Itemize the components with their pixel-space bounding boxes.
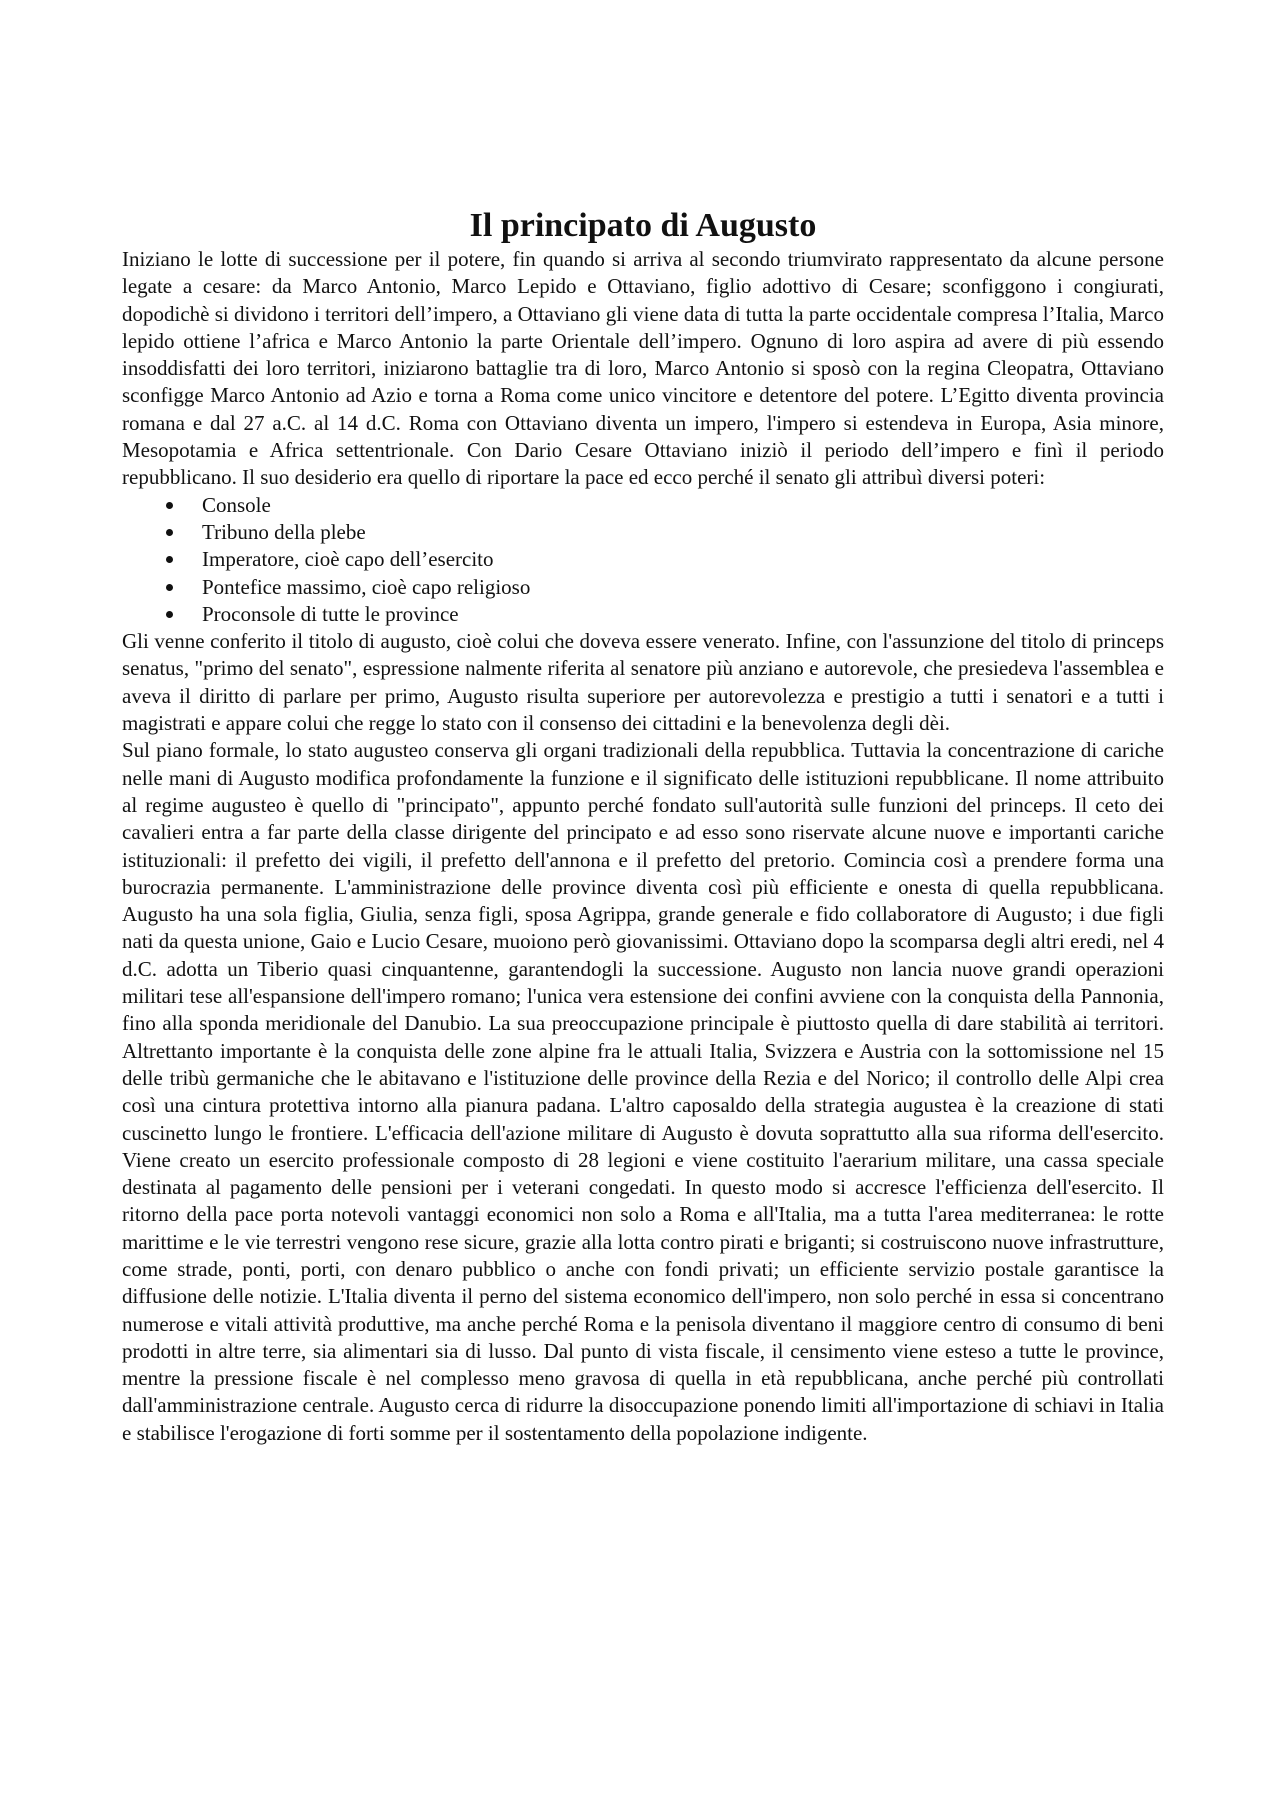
list-item-text: Tribuno della plebe xyxy=(202,519,366,544)
list-item-text: Proconsole di tutte le province xyxy=(202,601,459,626)
bullet-icon xyxy=(166,611,173,618)
bullet-icon xyxy=(166,502,173,509)
bullet-icon xyxy=(166,556,173,563)
list-item xyxy=(166,546,1164,573)
intro-paragraph: Iniziano le lotte di successione per il potere, fin quando si arriva al secondo triumvirato rappresentato da alcune persone legate a cesare: da Marco Antonio, Marco Lepido e Ottaviano, figlio adottivo di Cesare; sconfiggono i congiurati, dopodichè si dividono i territori dell’impero, a Ottaviano gli viene data di tutta la parte occidentale compresa l’Italia, Marco lepido ottiene l’africa e Marco Antonio la parte Orientale dell’impero. Ognuno di loro aspira ad avere di più essendo insoddisfatti dei loro territori, iniziarono battaglie tra di loro, Marco Antonio si sposò con la regina Cleopatra, Ottaviano sconfigge Marco Antonio ad Azio e torna a Roma come unico vincitore e detentore del potere. L’Egitto diventa provincia romana e dal 27 a.C. al 14 d.C. Roma con Ottaviano diventa un impero, l'impero si estendeva in Europa, Asia minore, Mesopotamia e Africa settentrionale. Con Dario Cesare Ottaviano iniziò il periodo dell’impero e finì il periodo repubblicano. Il suo desiderio era quello di riportare la pace ed ecco perché il senato gli attribuì diversi poteri: xyxy=(122,247,1164,490)
list-item-text: Imperatore, cioè capo dell’esercito xyxy=(202,547,494,572)
document-page xyxy=(122,206,1164,1447)
list-item xyxy=(166,492,1164,519)
page-title: Il principato di Augusto xyxy=(469,207,817,244)
list-item-text: Pontefice massimo, cioè capo religioso xyxy=(202,574,531,599)
bullet-icon xyxy=(166,529,173,536)
powers-list xyxy=(122,492,1164,628)
list-item xyxy=(166,601,1164,628)
list-item xyxy=(166,519,1164,546)
list-item-text: Console xyxy=(202,492,271,517)
principate-paragraph: Sul piano formale, lo stato augusteo conserva gli organi tradizionali della repubblica. Tuttavia la concentrazione di cariche nelle mani di Augusto modifica profondamente la funzione e il significato delle istituzioni repubblicane. Il nome attribuito al regime augusteo è quello di "principato", appunto perché fondato sull'autorità sulle funzioni del princeps. Il ceto dei cavalieri entra a far parte della classe dirigente del principato e ad esso sono riservate alcune nuove e importanti cariche istituzionali: il prefetto dei vigili, il prefetto dell'annona e il prefetto del pretorio. Comincia così a prendere forma una burocrazia permanente. L'amministrazione delle province diventa così più efficiente e onesta di quella repubblicana. Augusto ha una sola figlia, Giulia, senza figli, sposa Agrippa, grande generale e fido collaboratore di Augusto; i due figli nati da questa unione, Gaio e Lucio Cesare, muoiono però giovanissimi. Ottaviano dopo la scomparsa degli altri eredi, nel 4 d.C. adotta un Tiberio quasi cinquantenne, garantendogli la successione. Augusto non lancia nuove grandi operazioni militari tese all'espansione dell'impero romano; l'unica vera estensione dei confini avviene con la conquista della Pannonia, fino alla sponda meridionale del Danubio. La sua preoccupazione principale è piuttosto quella di dare stabilità ai territori. Altrettanto importante è la conquista delle zone alpine fra le attuali Italia, Svizzera e Austria con la sottomissione nel 15 delle tribù germaniche che le abitavano e l'istituzione delle province della Rezia e del Norico; il controllo delle Alpi crea così una cintura protettiva intorno alla pianura padana. L'altro caposaldo della strategia augustea è la creazione di stati cuscinetto lungo le frontiere. L'efficacia dell'azione militare di Augusto è dovuta soprattutto alla sua riforma dell'esercito. Viene creato un esercito professionale composto di 28 legioni e viene costituito l'aerarium militare, una cassa speciale destinata al pagamento delle pensioni per i veterani congedati. In questo modo si accresce l'efficienza dell'esercito. Il ritorno della pace porta notevoli vantaggi economici non solo a Roma e all'Italia, ma a tutta l'area mediterranea: le rotte marittime e le vie terrestri vengono rese sicure, grazie alla lotta contro pirati e briganti; si costruiscono nuove infrastrutture, come strade, ponti, porti, con denaro pubblico o anche con fondi privati; un efficiente servizio postale garantisce la diffusione delle notizie. L'Italia diventa il perno del sistema economico dell'impero, non solo perché in essa si concentrano numerose e vitali attività produttive, ma anche perché Roma e la penisola diventano il maggiore centro di consumo di beni prodotti in altre terre, sia alimentari sia di lusso. Dal punto di vista fiscale, il censimento viene esteso a tutte le province, mentre la pressione fiscale è nel complesso meno gravosa di quella in età repubblicana, anche perché più controllati dall'amministrazione centrale. Augusto cerca di ridurre la disoccupazione ponendo limiti all'importazione di schiavi in Italia e stabilisce l'erogazione di forti somme per il sostentamento della popolazione indigente. xyxy=(122,738,1164,1445)
titles-paragraph: Gli venne conferito il titolo di augusto, cioè colui che doveva essere venerato. Infine, con l'assunzione del titolo di princeps senatus, "primo del senato", espressione nalmente riferita al senatore più anziano e autorevole, che presiedeva l'assemblea e aveva il diritto di parlare per primo, Augusto risulta superiore per autorevolezza e prestigio a tutti i senatori e a tutti i magistrati e appare colui che regge lo stato con il consenso dei cittadini e la benevolenza degli dèi. xyxy=(122,629,1164,736)
list-item xyxy=(166,574,1164,601)
bullet-icon xyxy=(166,584,173,591)
